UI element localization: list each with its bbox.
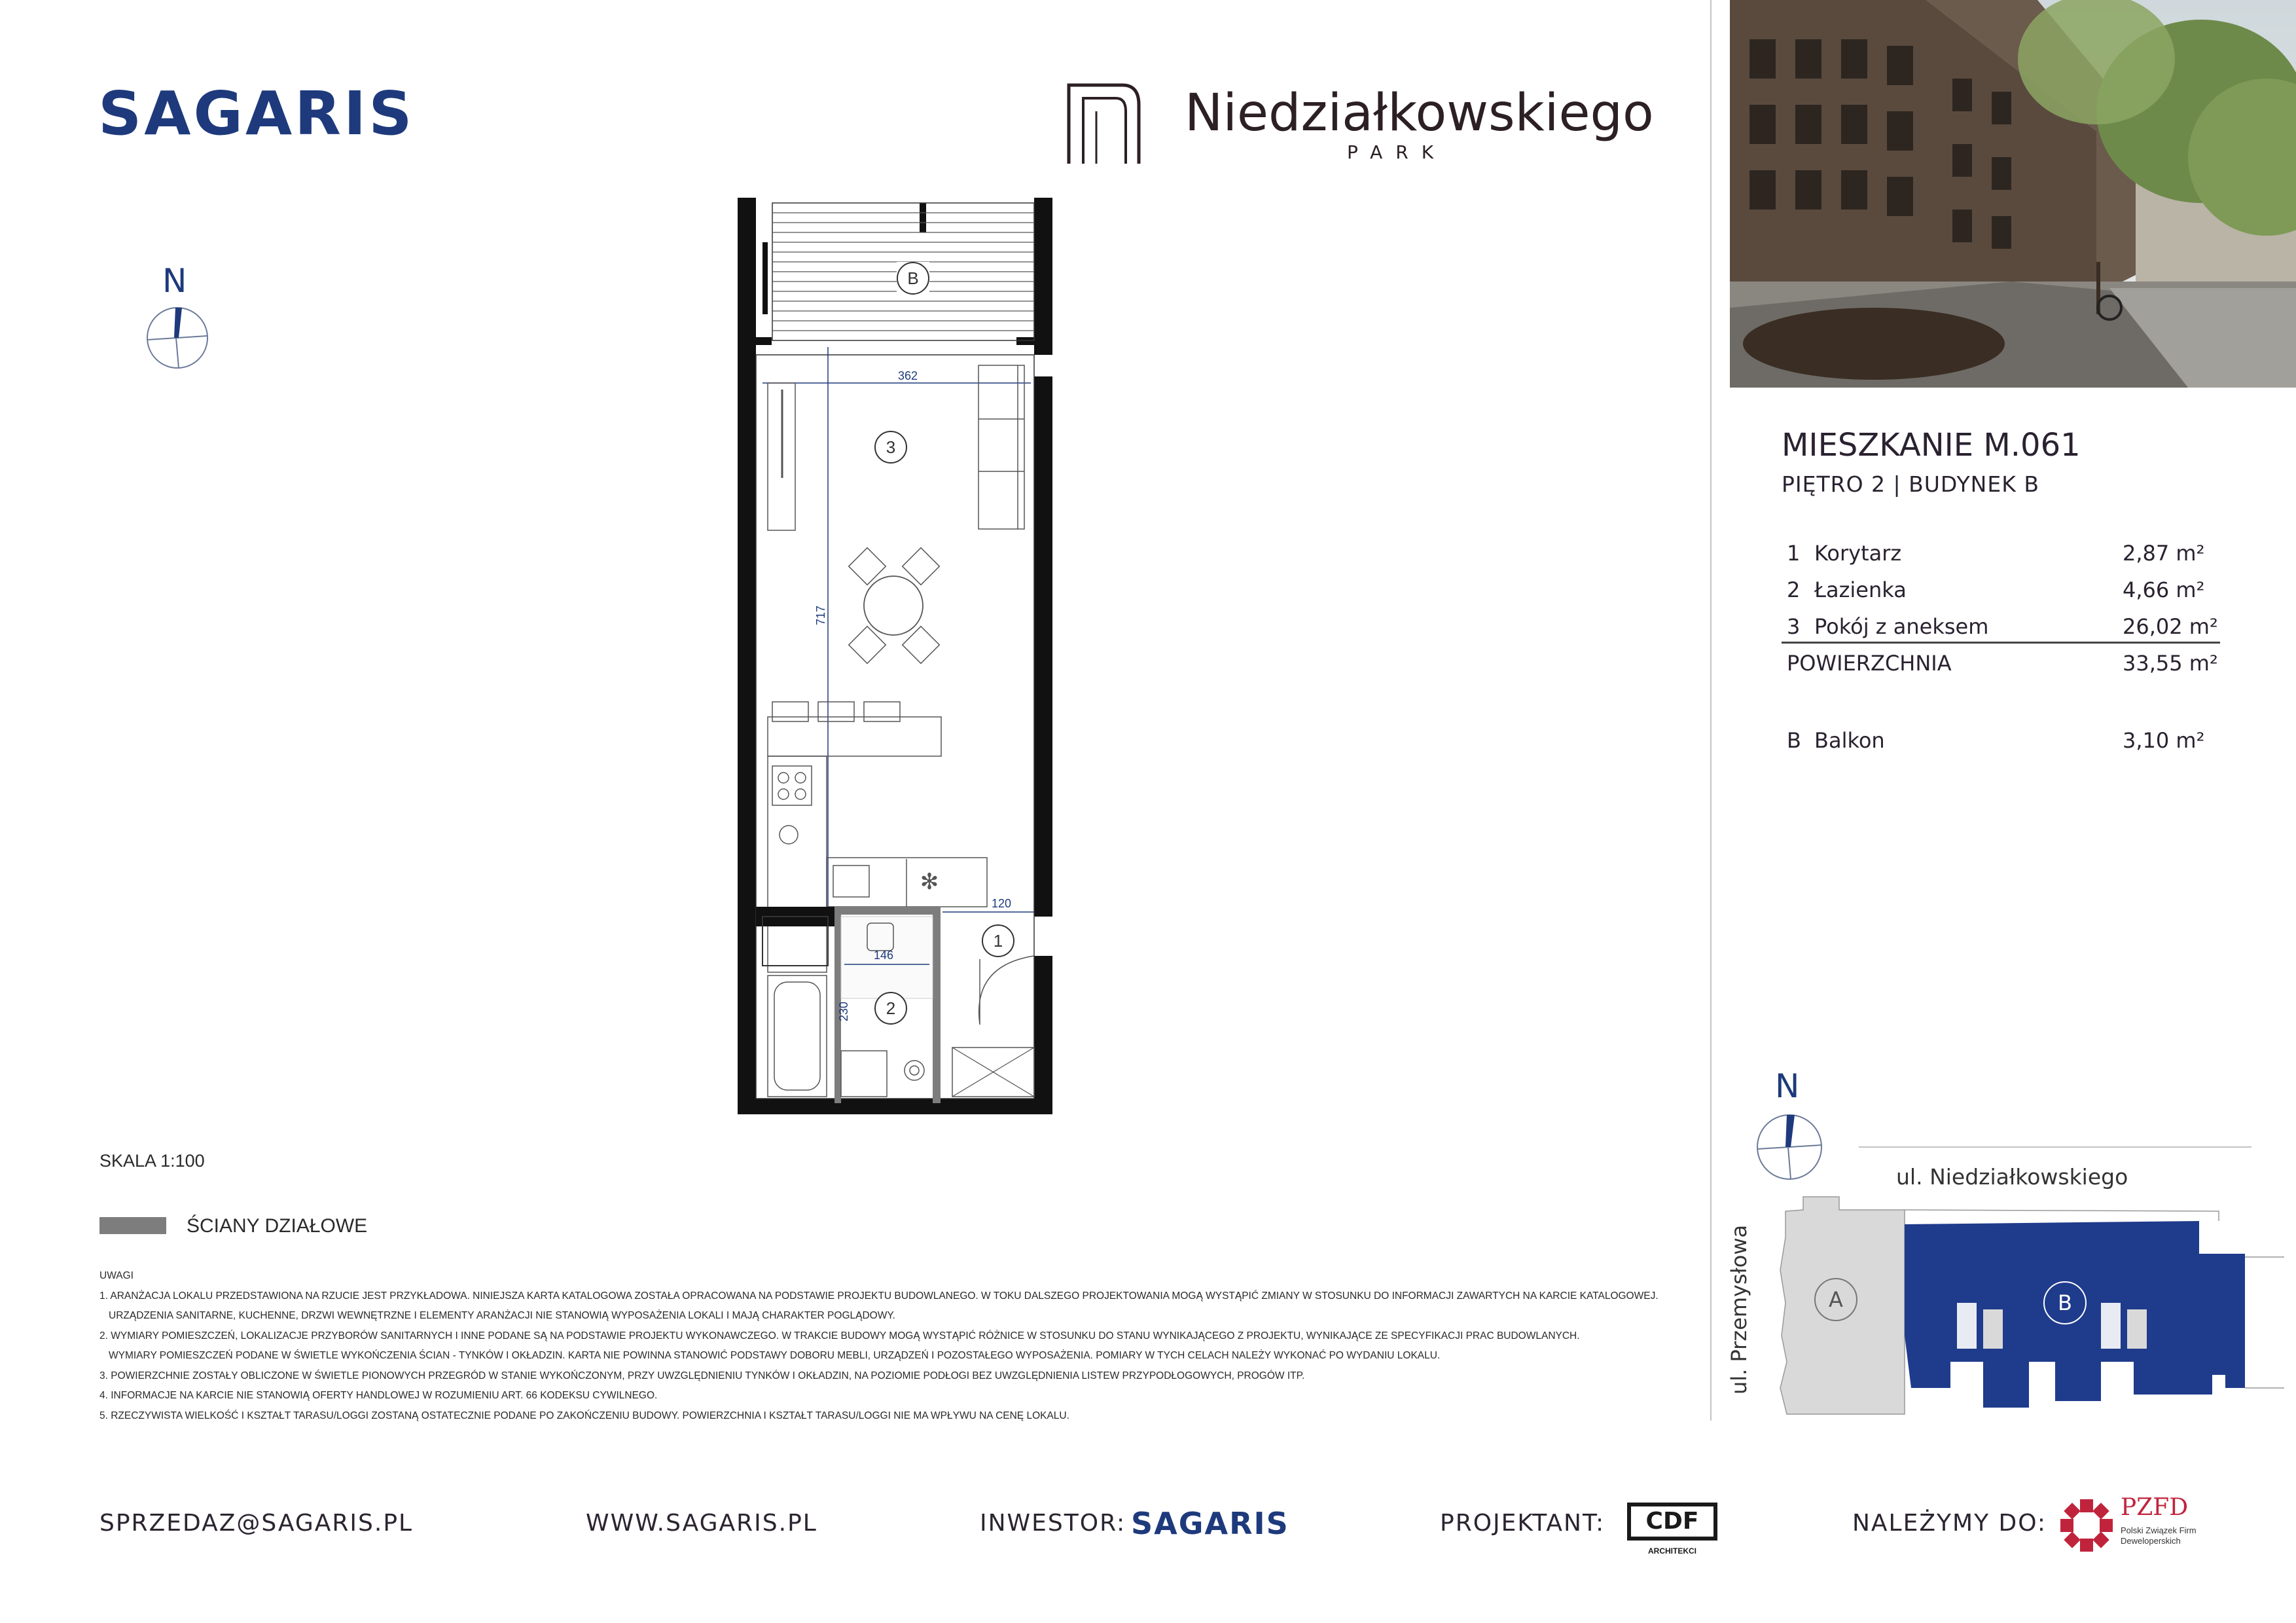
footer-website-link[interactable]: WWW.SAGARIS.PL <box>586 1510 817 1537</box>
footer-investor-label: INWESTOR: <box>980 1510 1126 1537</box>
note-line: 5. RZECZYWISTA WIELKOŚĆ I KSZTAŁT TARASU/LOGGI ZOSTANĄ OSTATECZNIE PODANE PO ZAKOŃCZENIU BUDOWY. POWIERZCHNIA I KSZTAŁT TARASU/LOGGI NIE MA WPŁYWU NA CENĘ LOKALU. <box>99 1410 1069 1421</box>
apartment-title: MIESZKANIE M.061 <box>1782 427 2081 464</box>
room-row-num: 1 <box>1787 541 1801 566</box>
pzfd-logo-icon <box>2057 1496 2116 1555</box>
designer-logo-sub: ARCHITEKCI <box>1648 1546 1696 1556</box>
footer-designer-label: PROJEKTANT: <box>1440 1510 1605 1537</box>
compass-icon <box>145 306 209 370</box>
total-label: POWIERZCHNIA <box>1787 651 1952 676</box>
footer-member-label: NALEŻYMY DO: <box>1852 1510 2047 1537</box>
building-render-image <box>1730 0 2296 388</box>
member-logo: PZFD <box>2121 1494 2189 1521</box>
note-line: URZĄDZENIA SANITARNE, KUCHENNE, DRZWI WEWNĘTRZNE I ELEMENTY ARANŻACJI NIE STANOWIĄ WYPOSAŻENIA LOKALI I MAJĄ CHARAKTER POGLĄDOWY. <box>109 1310 895 1321</box>
total-divider <box>1782 642 2220 644</box>
designer-logo: CDF <box>1627 1503 1717 1541</box>
street-label-top: ul. Niedziałkowskiego <box>1896 1164 2128 1190</box>
member-logo-sub: Polski Związek Firm Deweloperskich <box>2121 1525 2197 1546</box>
note-line: 2. WYMIARY POMIESZCZEŃ, LOKALIZACJE PRZYBORÓW SANITARNYCH I INNE PODANE SĄ NA PODSTAWIE PROJEKTU WYKONAWCZEGO. W TRAKCIE BUDOWY MOGĄ WYSTĄPIĆ RÓŻNICE W STOSUNKU DO STANU WYNIKAJĄCEGO Z PROJEKTU, WYNIKAJĄCE ZE SPECYFIKACJI PRAC BUDOWLANYCH. <box>99 1330 1580 1341</box>
siteplan-compass-north-label: N <box>1775 1067 1800 1105</box>
room-number-balcony: B <box>907 268 919 288</box>
total-area: 33,55 m² <box>2123 651 2218 676</box>
room-row-area: 2,87 m² <box>2123 541 2205 566</box>
dim-corridor-width: 120 <box>991 897 1012 910</box>
room-number-2: 2 <box>886 998 896 1018</box>
dim-room-width: 362 <box>897 369 918 382</box>
svg-text:✻: ✻ <box>920 869 939 895</box>
street-label-left: ul. Przemysłowa <box>1727 1224 1751 1395</box>
compass-north-label: N <box>162 262 187 300</box>
room-row-area: 4,66 m² <box>2123 577 2205 602</box>
note-line: WYMIARY POMIESZCZEŃ PODANE W ŚWIETLE WYKOŃCZENIA ŚCIAN - TYNKÓW I OKŁADZIN. KARTA NIE POWINNA STANOWIĆ PODSTAWY DOBORU MEBLI, URZĄDZEŃ I POZOSTAŁEGO WYPOSAŻENIA. POMIARY W TYCH CELACH NALEŻY WYKONAĆ PO WYDANIU LOKALU. <box>109 1350 1441 1361</box>
dim-room-length: 717 <box>814 605 827 626</box>
room-number-1: 1 <box>993 931 1003 951</box>
notes-block <box>99 1266 1657 1426</box>
building-a-label: A <box>1829 1287 1843 1312</box>
brand-logo: SAGARIS <box>98 79 415 149</box>
legend-wall-label: ŚCIANY DZIAŁOWE <box>187 1215 368 1237</box>
room-row-name: Korytarz <box>1814 541 1902 566</box>
legend-wall-swatch <box>99 1217 166 1234</box>
room-row-num: 3 <box>1787 614 1801 639</box>
room-row-num: 2 <box>1787 577 1801 602</box>
room-number-3: 3 <box>886 437 896 457</box>
apartment-subtitle: PIĘTRO 2 | BUDYNEK B <box>1782 471 2039 497</box>
investor-logo: SAGARIS <box>1131 1506 1289 1541</box>
project-subname: PARK <box>1347 141 1447 163</box>
column-divider <box>1710 0 1712 1421</box>
footer-email-link[interactable]: SPRZEDAZ@SAGARIS.PL <box>99 1510 414 1537</box>
notes-heading: UWAGI <box>99 1270 134 1281</box>
floor-plan <box>736 196 1070 1120</box>
balcony-num: B <box>1787 728 1801 753</box>
balcony-area: 3,10 m² <box>2123 728 2205 753</box>
room-row-area: 26,02 m² <box>2123 614 2218 639</box>
building-b-label: B <box>2058 1290 2072 1315</box>
note-line: 1. ARANŻACJA LOKALU PRZEDSTAWIONA NA RZUCIE JEST PRZYKŁADOWA. NINIEJSZA KARTA KATALOGOWA ZOSTAŁA OPRACOWANA NA PODSTAWIE PROJEKTU BUDOWLANEGO. W TOKU DALSZEGO PROJEKTOWANIA MOGĄ WYSTĄPIĆ ZMIANY W STOSUNKU DO INFORMACJI ZAWARTYCH NA KARCIE KATALOGOWEJ. <box>99 1290 1659 1302</box>
site-plan <box>1767 1139 2284 1421</box>
room-row-name: Pokój z aneksem <box>1814 614 1989 639</box>
note-line: 3. POWIERZCHNIE ZOSTAŁY OBLICZONE W ŚWIETLE PIONOWYCH PRZEGRÓD W STANIE WYKOŃCZONYM, PRZY UWZGLĘDNIENIU TYNKÓW I OKŁADZIN, NA POZIOMIE PODŁOGI BEZ UWZGLĘDNIENIA LISTEW PRZYPODŁOGOWYCH, PROGÓW ITP. <box>99 1370 1305 1381</box>
scale-label: SKALA 1:100 <box>99 1151 205 1171</box>
note-line: 4. INFORMACJE NA KARCIE NIE STANOWIĄ OFERTY HANDLOWEJ W ROZUMIENIU ART. 66 KODEKSU CYWILNEGO. <box>99 1390 658 1401</box>
street-label-left-wrap <box>1723 1218 1755 1401</box>
dim-bath-width: 146 <box>873 949 894 962</box>
balcony-name: Balkon <box>1814 728 1885 753</box>
project-name: Niedziałkowskiego <box>1185 84 1654 143</box>
room-row-name: Łazienka <box>1814 577 1907 602</box>
dim-bath-length: 230 <box>837 1001 850 1022</box>
